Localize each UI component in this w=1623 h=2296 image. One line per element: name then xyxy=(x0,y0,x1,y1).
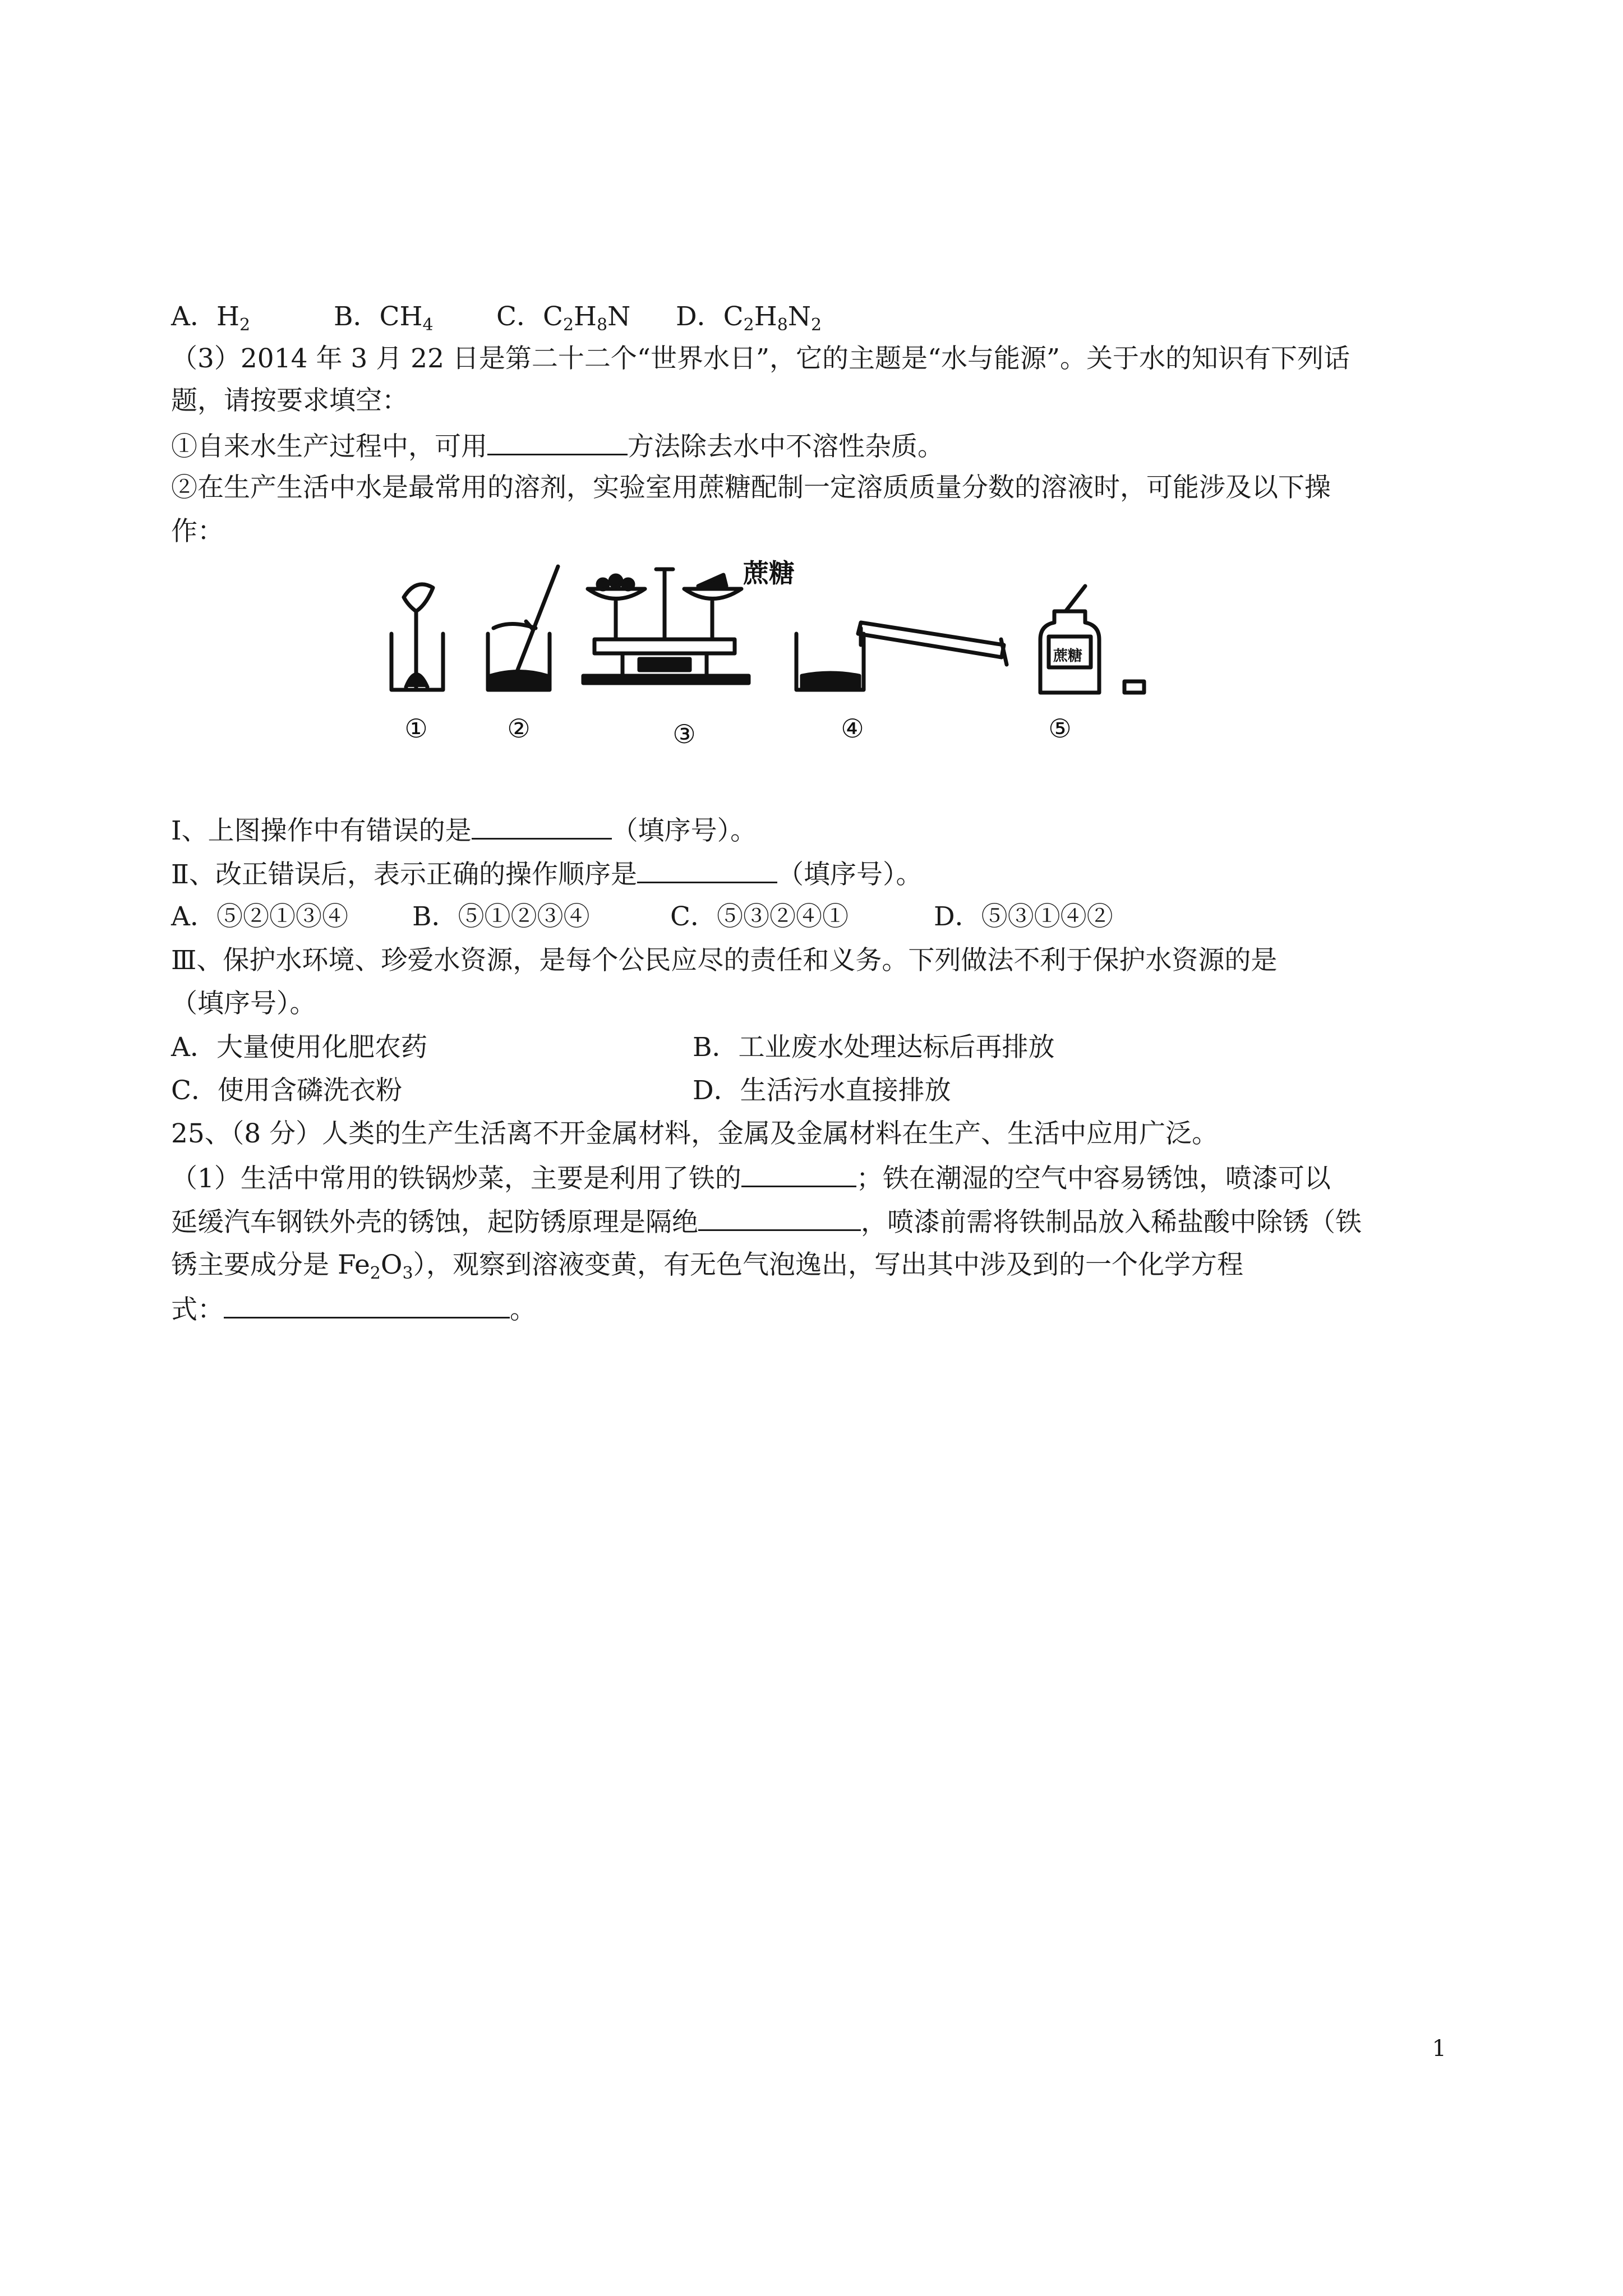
question-25-part1-line3: 锈主要成分是 $Fe_2O_3$），观察到溶液变黄，有无色气泡逸出，写出其中涉及到的一个化学方程 xyxy=(171,1250,1244,1283)
answer-blank-iron-property[interactable] xyxy=(741,1161,856,1187)
step-label-4: ④ xyxy=(841,713,864,744)
part3-intro-line1: （3）2014 年 3 月 22 日是第二十二个“世界水日”，它的主题是“水与能源”。关于水的知识有下列话 xyxy=(171,343,1350,374)
answer-blank-isolation[interactable] xyxy=(698,1205,861,1231)
iii-option-c: C．使用含磷洗衣粉 xyxy=(171,1075,402,1106)
step-label-5: ⑤ xyxy=(1048,713,1072,744)
step4-pour-water-icon xyxy=(796,623,1007,690)
question-i: Ⅰ、上图操作中有错误的是 （填序号）。 xyxy=(171,813,757,848)
jar-label: 蔗糖 xyxy=(1053,648,1083,665)
ii-option-a: A．⑤②①③④ xyxy=(171,901,348,932)
answer-blank-step-order[interactable] xyxy=(637,857,777,883)
question-25-title: 25、（8 分）人类的生产生活离不开金属材料，金属及金属材料在生产、生活中应用广泛。 xyxy=(171,1118,1219,1149)
ii-option-c: C．⑤③②④① xyxy=(670,901,849,932)
option-b: B．$CH_4$ xyxy=(334,301,434,335)
step3-balance-icon xyxy=(583,569,749,683)
question-25-part1-line4: 式： 。 xyxy=(171,1292,536,1327)
answer-blank-equation[interactable] xyxy=(224,1292,510,1318)
page-number: 1 xyxy=(1432,2036,1446,2062)
question-iii-line1: Ⅲ、保护水环境、珍爱水资源，是每个公民应尽的责任和义务。下列做法不利于保护水资源的是 xyxy=(171,945,1278,976)
ii-option-d: D．⑤③①④② xyxy=(934,901,1113,932)
question-ii-options xyxy=(171,900,1113,934)
question-25-part1-line2: 延缓汽车钢铁外壳的锈蚀，起防锈原理是隔绝 ，喷漆前需将铁制品放入稀盐酸中除锈（铁 xyxy=(171,1205,1362,1239)
part3-question2-line1: ②在生产生活中水是最常用的溶剂，实验室用蔗糖配制一定溶质质量分数的溶液时，可能涉及以下操 xyxy=(171,472,1331,503)
step1-beaker-icon xyxy=(391,584,443,690)
step5-sugar-jar-icon xyxy=(1040,586,1144,693)
answer-blank-error-step[interactable] xyxy=(472,813,612,840)
iii-option-a: A．大量使用化肥农药 xyxy=(171,1032,427,1063)
option-d: D．$C_2H_8N_2$ xyxy=(676,301,822,335)
step-label-2: ② xyxy=(507,713,531,744)
question-iii-options-row1 xyxy=(171,1031,1055,1064)
q24-options xyxy=(171,300,822,334)
iii-option-d: D．生活污水直接排放 xyxy=(693,1075,951,1106)
question-iii-line2: （填序号）。 xyxy=(171,988,316,1019)
solution-preparation-figure xyxy=(381,555,1155,751)
iii-option-b: B．工业废水处理达标后再排放 xyxy=(693,1032,1055,1063)
ii-option-b: B．⑤①②③④ xyxy=(412,901,590,932)
question-25-part1-line1: （1）生活中常用的铁锅炒菜，主要是利用了铁的 ；铁在潮湿的空气中容易锈蚀，喷漆可以 xyxy=(171,1161,1331,1196)
option-c: C．$C_2H_8N$ xyxy=(496,301,631,335)
option-a: A．$H_2$ xyxy=(171,301,251,335)
step2-stirring-icon xyxy=(488,566,558,690)
answer-blank-filter-method[interactable] xyxy=(487,429,628,455)
part3-question1: ①自来水生产过程中，可用 方法除去水中不溶性杂质。 xyxy=(171,429,944,464)
question-ii: Ⅱ、改正错误后，表示正确的操作顺序是 （填序号）。 xyxy=(171,857,922,892)
step-label-3: ③ xyxy=(672,719,696,749)
part3-intro-line2: 题，请按要求填空： xyxy=(171,385,408,416)
sugar-label: 蔗糖 xyxy=(743,558,795,588)
step-label-1: ① xyxy=(404,713,428,744)
part3-question2-line2: 作： xyxy=(171,516,224,547)
question-iii-options-row2 xyxy=(171,1074,951,1108)
